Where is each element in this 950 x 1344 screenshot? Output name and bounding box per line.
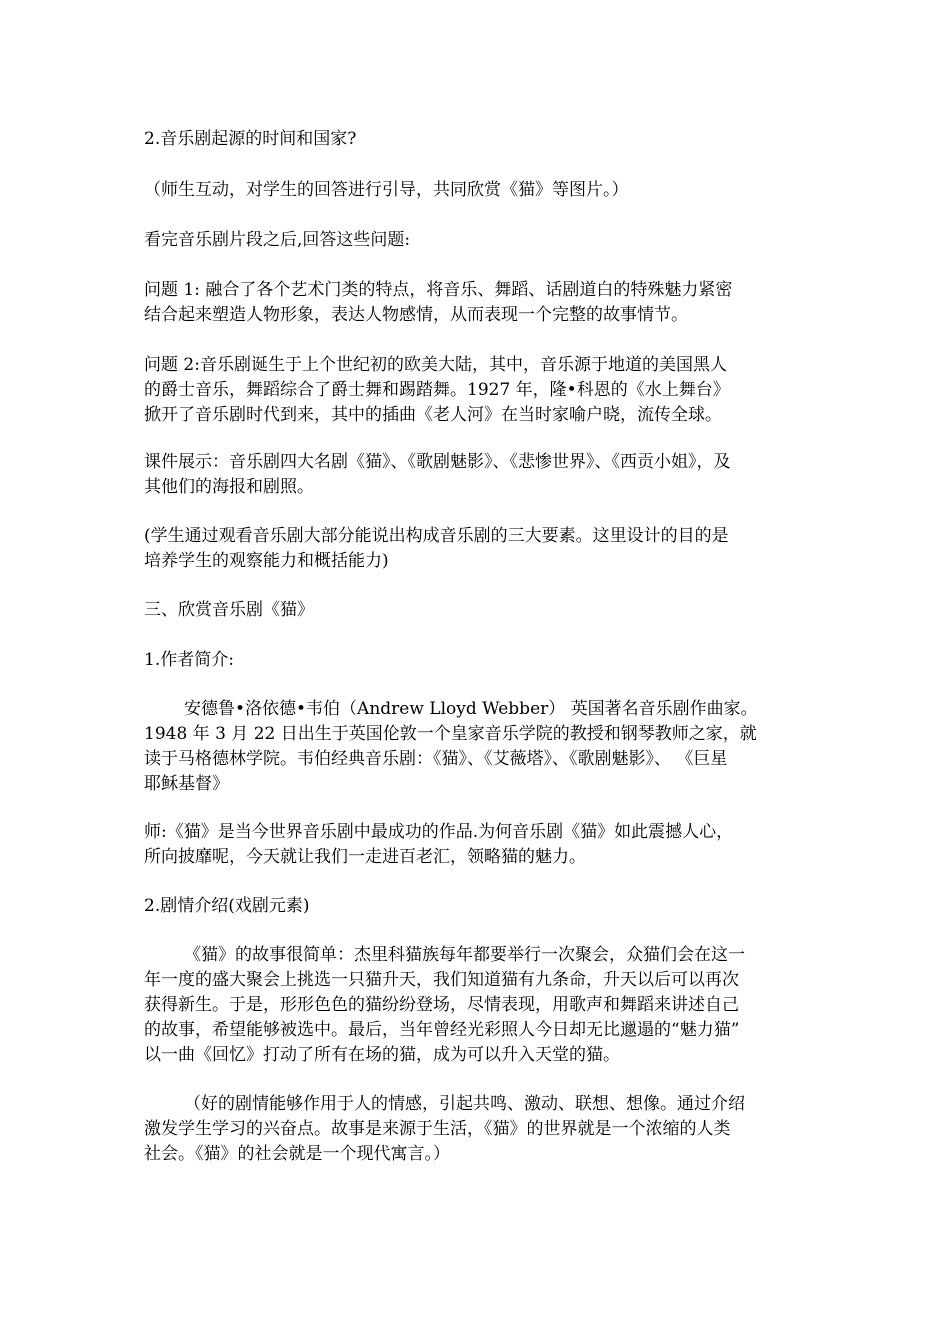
text-line: 结合起来塑造人物形象，表达人物感情，从而表现一个完整的故事情节。 — [144, 305, 688, 325]
text-line: 1948 年 3 月 22 日出生于英国伦敦一个皇家音乐学院的教授和钢琴教师之家，就 — [144, 724, 757, 744]
plot-paragraph — [144, 943, 814, 1068]
text-line: 所向披靡呢，今天就让我们一走进百老汇，领略猫的魅力。 — [144, 847, 586, 867]
text-line: 掀开了音乐剧时代到来，其中的插曲《老人河》在当时家喻户晓，流传全球。 — [144, 405, 722, 425]
courseware-paragraph — [144, 450, 814, 500]
text-line: 问题 1: 融合了各个艺术门类的特点，将音乐、舞蹈、话剧道白的特殊魅力紧密 — [144, 280, 733, 300]
text-line: 获得新生。于是，形形色色的猫纷纷登场，尽情表现，用歌声和舞蹈来讲述自己 — [144, 995, 739, 1015]
author-intro-heading — [144, 648, 814, 673]
text-line: 的爵士音乐，舞蹈综合了爵士舞和踢踏舞。1927 年，隆•科恩的《水上舞台》 — [144, 380, 730, 400]
text-line: （师生互动，对学生的回答进行引导，共同欣赏《猫》等图片。） — [144, 180, 629, 200]
text-line: 以一曲《回忆》打动了所有在场的猫，成为可以升入天堂的猫。 — [144, 1045, 620, 1065]
answer-1-paragraph — [144, 278, 814, 328]
teacher-student-interaction-note — [144, 178, 814, 203]
plot-intro-heading — [144, 894, 814, 919]
text-line: （好的剧情能够作用于人的情感，引起共鸣、激动、联想、想像。通过介绍 — [184, 1094, 745, 1114]
text-line: 2.音乐剧起源的时间和国家? — [144, 129, 357, 149]
text-line: 2.剧情介绍(戏剧元素) — [144, 896, 310, 916]
text-line: 安德鲁•洛依德•韦伯（Andrew Lloyd Webber） 英国著名音乐剧作曲家。 — [184, 699, 758, 719]
section-3-heading — [144, 598, 814, 623]
text-line: 课件展示：音乐剧四大名剧《猫》、《歌剧魅影》、《悲惨世界》、《西贡小姐》，及 — [144, 452, 731, 472]
text-line: 读于马格德林学院。韦伯经典音乐剧：《猫》、《艾薇塔》、《歌剧魅影》、 《巨星 — [144, 749, 728, 769]
student-note-paragraph — [144, 524, 814, 574]
author-intro-paragraph — [144, 697, 814, 797]
text-line: 问题 2:音乐剧诞生于上个世纪初的欧美大陆，其中，音乐源于地道的美国黑人 — [144, 355, 727, 375]
teacher-remark-paragraph — [144, 820, 814, 870]
text-line: 师:《猫》是当今世界音乐剧中最成功的作品.为何音乐剧《猫》如此震撼人心， — [144, 822, 734, 842]
text-line: 社会。《猫》的社会就是一个现代寓言。） — [144, 1144, 450, 1164]
plot-note-paragraph — [144, 1092, 814, 1167]
text-line: 激发学生学习的兴奋点。故事是来源于生活，《猫》的世界就是一个浓缩的人类 — [144, 1119, 731, 1139]
answer-2-paragraph — [144, 353, 814, 428]
text-line: 的故事，希望能够被选中。最后，当年曾经光彩照人今日却无比邋遢的“魅力猫” — [144, 1020, 740, 1040]
text-line: 1.作者简介: — [144, 650, 234, 670]
after-clip-prompt — [144, 228, 814, 253]
text-line: 年一度的盛大聚会上挑选一只猫升天，我们知道猫有九条命，升天以后可以再次 — [144, 970, 739, 990]
text-line: 《猫》的故事很简单：杰里科猫族每年都要举行一次聚会，众猫们会在这一 — [184, 945, 745, 965]
text-line: 耶稣基督》 — [144, 774, 229, 794]
text-line: 培养学生的观察能力和概括能力) — [144, 551, 389, 571]
text-line: (学生通过观看音乐剧大部分能说出构成音乐剧的三大要素。这里设计的目的是 — [144, 526, 729, 546]
text-line: 其他们的海报和剧照。 — [144, 477, 314, 497]
text-line: 三、欣赏音乐剧《猫》 — [144, 600, 314, 620]
text-line: 看完音乐剧片段之后,回答这些问题: — [144, 230, 411, 250]
question-2-origin — [144, 127, 814, 152]
